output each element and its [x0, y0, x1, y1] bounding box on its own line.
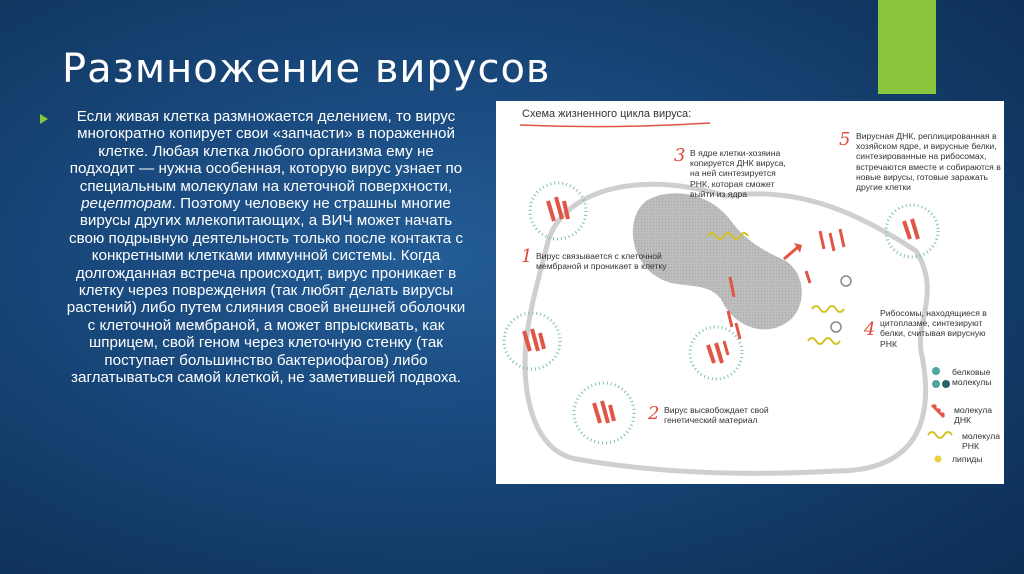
- slide-title: Размножение вирусов: [62, 46, 551, 92]
- legend-rna-label: молекула РНК: [962, 431, 1001, 451]
- step-number-1: 1: [521, 246, 533, 267]
- step-text-4: Рибосомы, находящиеся в цитоплазме, синтезируют белки, считывая вирусную РНК: [880, 308, 987, 349]
- body-text-emphasis: рецепторам: [81, 195, 172, 213]
- legend-protein-label: белковые молекулы: [952, 367, 992, 387]
- step-number-2: 2: [648, 403, 660, 424]
- step-text-3: В ядре клетки-хозяина копируется ДНК вируса, на ней синтезируется РНК, которая сможет выйти из ядра: [690, 148, 786, 199]
- bullet-arrow-icon: [40, 114, 48, 124]
- diagram-title: Схема жизненного цикла вируса:: [522, 108, 692, 120]
- body-paragraph: [66, 108, 466, 387]
- virus-particle-3: [574, 383, 634, 443]
- legend-lipid-label: липиды: [952, 454, 983, 464]
- step-number-3: 3: [674, 145, 686, 166]
- virus-particle-2: [504, 313, 560, 369]
- virus-particle-4: [690, 327, 742, 379]
- step-text-2: Вирус высвобождает свой генетический материал: [664, 405, 769, 426]
- accent-bar: [878, 0, 936, 94]
- step-number-4: 4: [864, 319, 876, 340]
- body-text-part-1: Если живая клетка размножается делением, то вирус многократно копирует свои «запчасти» в пораженной клетке. Любая клетка любого организма ему не подходит — нужна особенная, которую вирус узнает по специальным молекулам на клеточной поверхности,: [69, 108, 463, 195]
- step-number-5: 5: [839, 129, 851, 150]
- legend-dna-label: молекула ДНК: [954, 405, 993, 425]
- virus-lifecycle-diagram: [496, 101, 1004, 484]
- virus-particle-1: [530, 183, 586, 239]
- step-text-5: Вирусная ДНК, реплицированная в хозяйском ядре, и вирусные белки, синтезированные на рибосомах, встречаются вместе и собираются в новые вирусы, готовые заражать другие клетки: [856, 131, 1001, 193]
- body-text-part-2: . Поэтому человеку не страшны многие вирусы других млекопитающих, а ВИЧ может начать свою подрывную деятельность только после контакта с конкретными клетками иммунной системы. Когда долгожданная встреча происходит, вирус проникает в клетку через повреждения (так любят делать вирусы растений) либо путем слияния своей внешней оболочки с клеточной мембраной, а может впрыскивать, как шприцем, свой геном через клеточную стенку (так поступает большинство бактериофагов) либо заглатываться самой клеткой, не заметившей подвоха.: [66, 195, 466, 387]
- step-text-1: Вирус связывается с клеточной мембраной и проникает в клетку: [536, 251, 667, 272]
